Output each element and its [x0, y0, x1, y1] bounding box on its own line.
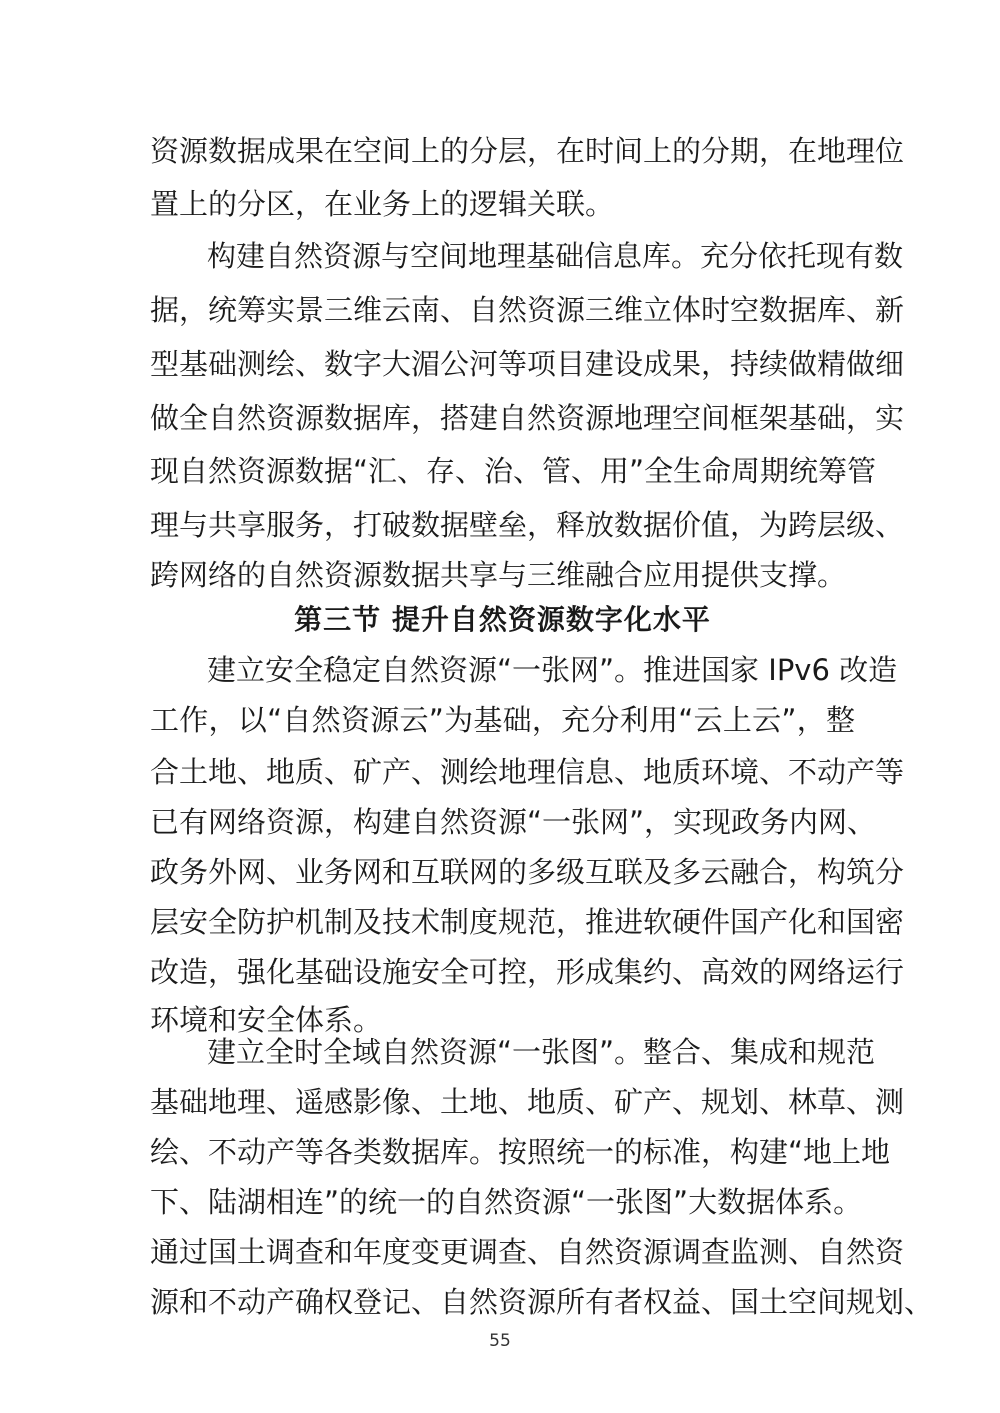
body-text-line: 改造，强化基础设施安全可控，形成集约、高效的网络运行: [150, 955, 905, 989]
body-text-line: 绘、不动产等各类数据库。按照统一的标准，构建“地上地: [150, 1135, 891, 1169]
paragraph-first-line: 建立安全稳定自然资源“一张网”。推进国家 IPv6 改造: [207, 653, 898, 687]
section-heading: 第三节 提升自然资源数字化水平: [294, 603, 711, 636]
body-text-line: 理与共享服务，打破数据壁垒，释放数据价值，为跨层级、: [150, 508, 905, 542]
body-text-line: 型基础测绘、数字大湄公河等项目建设成果，持续做精做细: [150, 347, 905, 381]
body-text-line: 层安全防护机制及技术制度规范，推进软硬件国产化和国密: [150, 905, 905, 939]
body-text-line: 环境和安全体系。: [150, 1003, 383, 1037]
body-text-line: 做全自然资源数据库，搭建自然资源地理空间框架基础，实: [150, 401, 905, 435]
body-text-line: 跨网络的自然资源数据共享与三维融合应用提供支撑。: [150, 558, 847, 592]
body-text-line: 基础地理、遥感影像、土地、地质、矿产、规划、林草、测: [150, 1085, 905, 1119]
page-number: 55: [489, 1331, 511, 1351]
body-text-line: 政务外网、业务网和互联网的多级互联及多云融合，构筑分: [150, 855, 905, 889]
paragraph-first-line: 构建自然资源与空间地理基础信息库。充分依托现有数: [207, 239, 904, 273]
body-text-line: 资源数据成果在空间上的分层，在时间上的分期，在地理位: [150, 134, 905, 168]
paragraph-first-line: 建立全时全域自然资源“一张图”。整合、集成和规范: [207, 1035, 876, 1069]
body-text-line: 下、陆湖相连”的统一的自然资源“一张图”大数据体系。: [150, 1185, 863, 1219]
body-text-line: 通过国土调查和年度变更调查、自然资源调查监测、自然资: [150, 1235, 905, 1269]
body-text-line: 工作，以“自然资源云”为基础，充分利用“云上云”，整: [150, 703, 855, 737]
body-text-line: 现自然资源数据“汇、存、治、管、用”全生命周期统筹管: [150, 454, 877, 488]
body-text-line: 据，统筹实景三维云南、自然资源三维立体时空数据库、新: [150, 293, 905, 327]
body-text-line: 源和不动产确权登记、自然资源所有者权益、国土空间规划、: [150, 1285, 934, 1319]
body-text-line: 置上的分区，在业务上的逻辑关联。: [150, 187, 615, 221]
body-text-line: 合土地、地质、矿产、测绘地理信息、地质环境、不动产等: [150, 755, 905, 789]
body-text-line: 已有网络资源，构建自然资源“一张网”，实现政务内网、: [150, 805, 877, 839]
